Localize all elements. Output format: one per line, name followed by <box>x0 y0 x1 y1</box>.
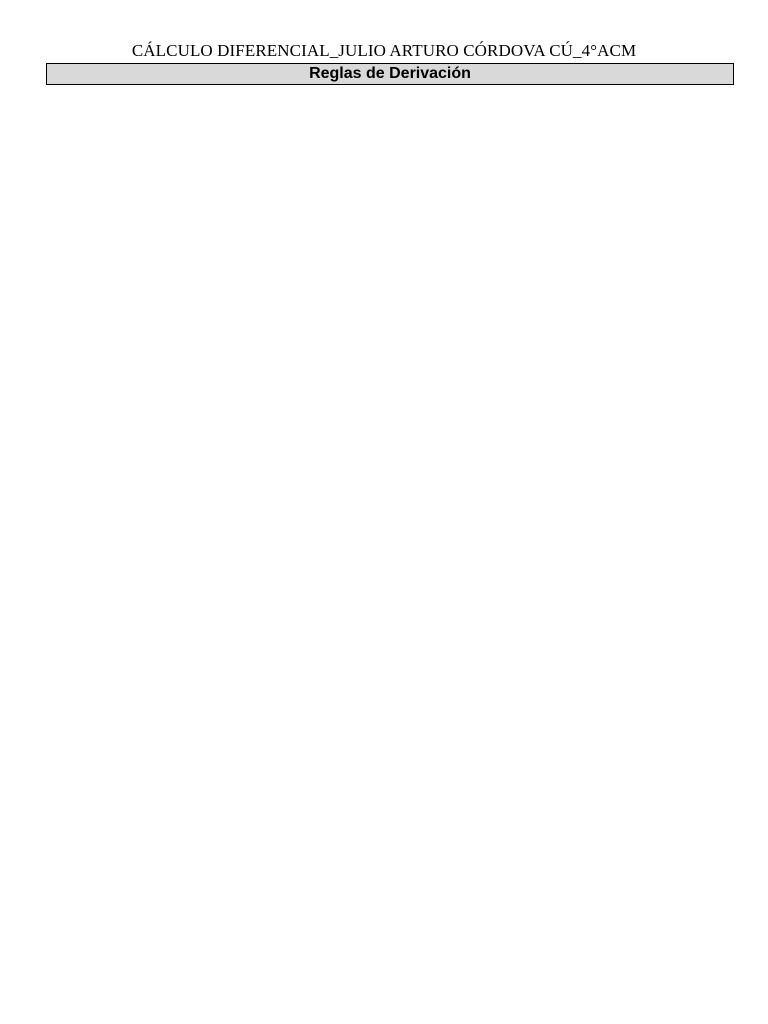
table-title: Reglas de Derivación <box>47 64 734 85</box>
document-title: CÁLCULO DIFERENCIAL_JULIO ARTURO CÓRDOVA CÚ_4°ACM <box>131 41 637 60</box>
derivation-rules-table <box>46 63 734 85</box>
